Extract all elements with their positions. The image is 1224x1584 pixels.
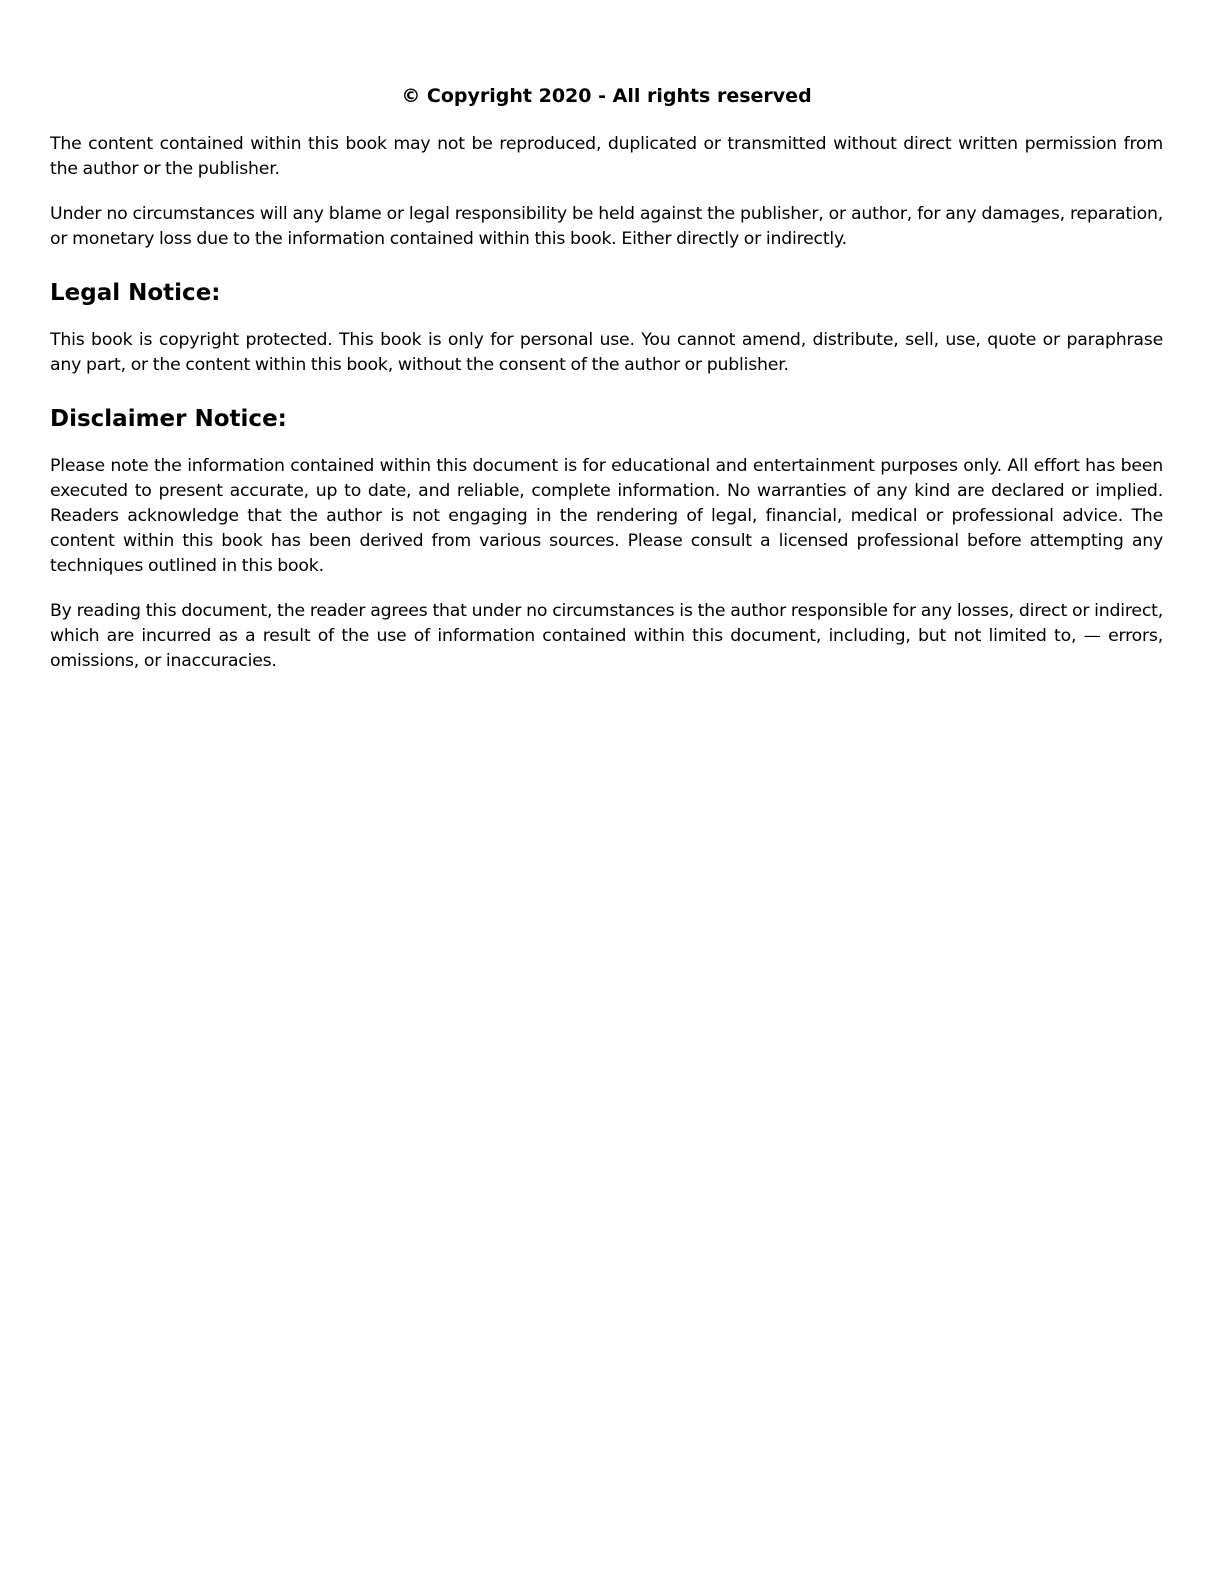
disclaimer-paragraph-responsibility: By reading this document, the reader agrees that under no circumstances is the author responsible for any losses, direct or indirect, which are incurred as a result of the use of information contained within this document, including, but not limited to, — errors, omissions, or inaccuracies.: [50, 601, 1163, 671]
copyright-line: © Copyright 2020 - All rights reserved: [401, 85, 812, 107]
document-page: [50, 82, 1163, 694]
legal-notice-heading: Legal Notice:: [50, 280, 221, 306]
disclaimer-notice-heading: Disclaimer Notice:: [50, 406, 287, 432]
disclaimer-paragraph-purpose: Please note the information contained within this document is for educational and entertainment purposes only. All effort has been executed to present accurate, up to date, and reliable, complete information. No warranties of any kind are declared or implied. Readers acknowledge that the author is not engaging in the rendering of legal, financial, medical or professional advice. The content within this book has been derived from various sources. Please consult a licensed professional before attempting any techniques outlined in this book.: [50, 456, 1163, 576]
intro-paragraph-liability: Under no circumstances will any blame or legal responsibility be held against the publisher, or author, for any damages, reparation, or monetary loss due to the information contained within this book. Either directly or indirectly.: [50, 204, 1163, 249]
intro-paragraph-reproduction: The content contained within this book may not be reproduced, duplicated or transmitted without direct written permission from the author or the publisher.: [50, 134, 1163, 179]
legal-notice-paragraph: This book is copyright protected. This book is only for personal use. You cannot amend, distribute, sell, use, quote or paraphrase any part, or the content within this book, without the consent of the author or publisher.: [50, 330, 1163, 375]
